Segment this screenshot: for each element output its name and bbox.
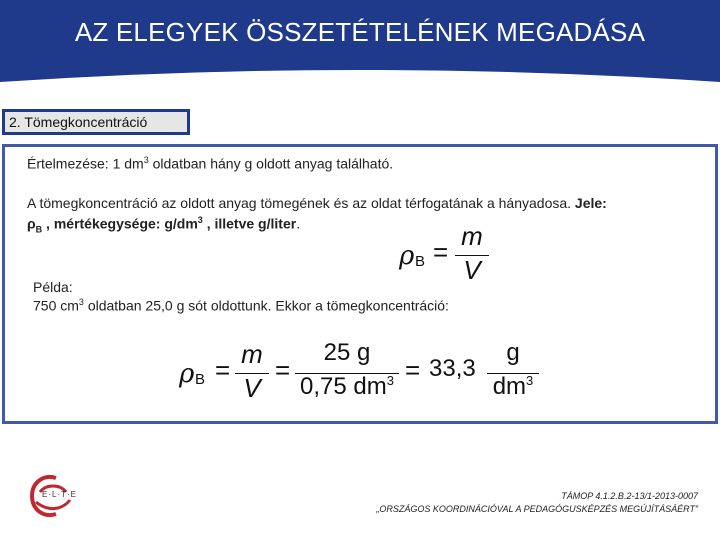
example-formula: ρ B = m V = 25 g 0,75 $dm^3$ = 33,3 g $dm^3$	[177, 339, 547, 407]
footer-project-title: „ORSZÁGOS KOORDINÁCIÓVAL A PEDAGÓGUSKÉPZÉS MEGÚJÍTÁSÁÉRT”	[376, 504, 698, 514]
elte-logo-text: E·L·T·E	[42, 490, 77, 499]
content-box	[2, 144, 718, 424]
slide-header	[0, 0, 720, 82]
elte-logo	[26, 472, 96, 527]
description-line-2: $\rho_B$ , mértékegysége: $g/dm^3$ , illetve g/liter.	[27, 215, 301, 235]
slide-title: AZ ELEGYEK ÖSSZETÉTELÉNEK MEGADÁSA	[74, 17, 646, 47]
definition-formula: ρ B = m V	[395, 221, 495, 285]
footer-project-code: TÁMOP 4.1.2.B.2-13/1-2013-0007	[561, 491, 698, 501]
footer-credits	[376, 490, 698, 516]
description-line-1: A tömegkoncentráció az oldott anyag tömegének és az oldat térfogatának a hányadosa. Jele:	[27, 195, 607, 211]
definition-text: Értelmezése: 1 $dm^3$ oldatban hány g oldott anyag található.	[27, 155, 394, 172]
example-title: Példa:	[33, 279, 73, 295]
section-label: 2. Tömegkoncentráció	[2, 109, 190, 135]
example-text: 750 $cm^3$ oldatban 25,0 g sót oldottunk. Ekkor a tömegkoncentráció:	[33, 297, 449, 314]
